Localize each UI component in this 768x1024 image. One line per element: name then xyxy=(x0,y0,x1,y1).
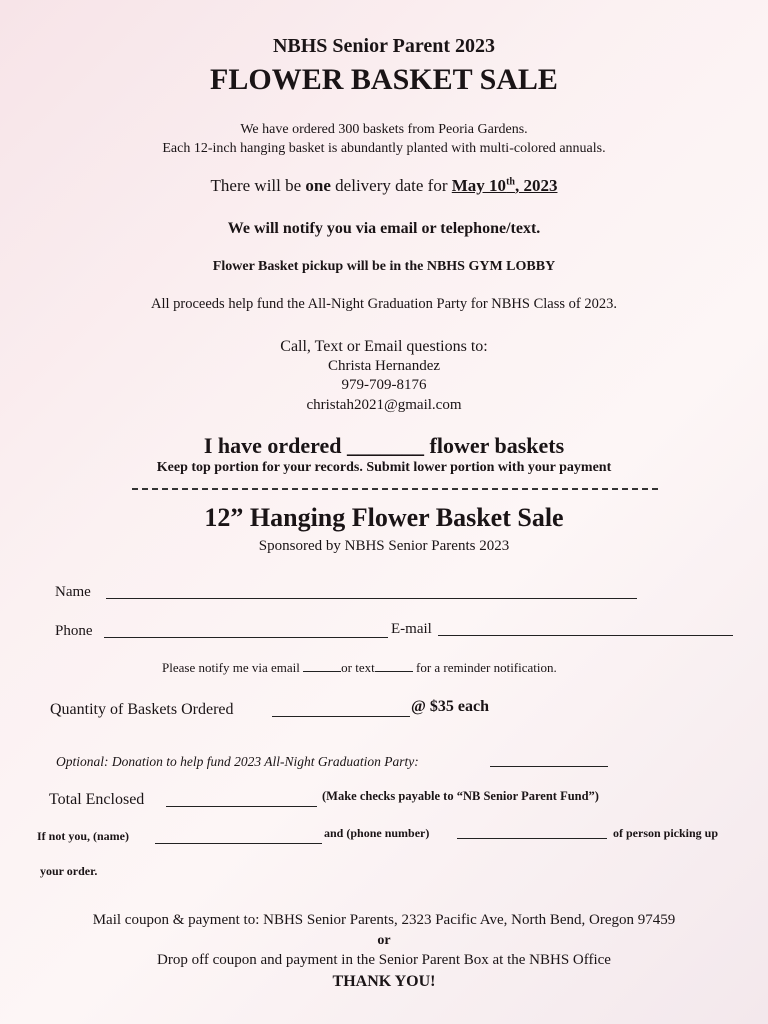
total-label: Total Enclosed xyxy=(49,791,145,808)
name-label: Name xyxy=(55,584,91,600)
delivery-date xyxy=(452,176,558,195)
text-pref-blank[interactable] xyxy=(375,658,413,672)
your-order-label: your order. xyxy=(40,864,98,878)
checks-note: (Make checks payable to “NB Senior Parent Fund”) xyxy=(322,789,599,803)
delivery-prefix: There will be xyxy=(210,176,306,195)
delivery-date-year: , 2023 xyxy=(514,176,558,195)
name-field[interactable] xyxy=(106,598,637,599)
drop-line: Drop off coupon and payment in the Senior Parent Box at the NBHS Office xyxy=(157,952,611,968)
alt-phone-field[interactable] xyxy=(457,838,607,839)
ordered-prefix: I have ordered xyxy=(203,433,342,458)
contact-name: Christa Hernandez xyxy=(327,358,441,374)
pickup-line: Flower Basket pickup will be in the NBHS GYM LOBBY xyxy=(212,259,556,274)
and-phone-label: and (phone number) xyxy=(324,826,430,840)
phone-field[interactable] xyxy=(104,637,388,638)
or-line: or xyxy=(377,933,391,948)
coupon-sponsor: Sponsored by NBHS Senior Parents 2023 xyxy=(258,538,510,554)
donation-field[interactable] xyxy=(490,766,608,767)
phone-label: Phone xyxy=(55,623,93,639)
notify-preference-line xyxy=(162,658,557,676)
email-field[interactable] xyxy=(438,635,733,636)
notify-suffix: for a reminder notification. xyxy=(415,660,557,675)
org-line: NBHS Senior Parent 2023 xyxy=(272,35,496,57)
page-title: FLOWER BASKET SALE xyxy=(210,63,558,96)
thank-you: THANK YOU! xyxy=(332,973,436,990)
ordered-line xyxy=(0,433,768,459)
contact-heading: Call, Text or Email questions to: xyxy=(280,338,488,355)
intro-line-2: Each 12-inch hanging basket is abundantly planted with multi-colored annuals. xyxy=(162,141,606,156)
quantity-field[interactable] xyxy=(272,716,410,717)
total-field[interactable] xyxy=(166,806,317,807)
email-label: E-mail xyxy=(391,621,432,637)
person-picking-label: of person picking up xyxy=(613,826,719,840)
delivery-middle: delivery date for xyxy=(330,176,452,195)
cut-line xyxy=(132,488,658,490)
ordered-blank: _______ xyxy=(347,433,425,458)
email-pref-blank[interactable] xyxy=(303,658,341,672)
proceeds-line: All proceeds help fund the All-Night Graduation Party for NBHS Class of 2023. xyxy=(151,296,617,312)
quantity-label: Quantity of Baskets Ordered xyxy=(50,701,234,718)
contact-email: christah2021@gmail.com xyxy=(306,397,462,413)
mail-line: Mail coupon & payment to: NBHS Senior Parents, 2323 Pacific Ave, North Bend, Oregon 97459 xyxy=(92,912,676,928)
intro-line-1: We have ordered 300 baskets from Peoria Gardens. xyxy=(240,122,528,137)
delivery-line xyxy=(0,176,768,196)
price-label: @ $35 each xyxy=(411,698,489,715)
delivery-emphasis: one xyxy=(305,176,331,195)
delivery-date-main: May 10 xyxy=(451,176,507,195)
contact-phone: 979-709-8176 xyxy=(341,377,427,393)
coupon-title: 12” Hanging Flower Basket Sale xyxy=(204,503,564,532)
donation-label: Optional: Donation to help fund 2023 All-Night Graduation Party: xyxy=(56,754,419,769)
notify-line: We will notify you via email or telephone/text. xyxy=(227,220,541,237)
if-not-you-label: If not you, (name) xyxy=(37,829,129,843)
ordered-suffix: flower baskets xyxy=(429,433,565,458)
notify-or-text: or text xyxy=(341,660,375,675)
delivery-date-sup: th xyxy=(506,176,515,188)
keep-note: Keep top portion for your records. Submit lower portion with your payment xyxy=(156,460,612,475)
alt-name-field[interactable] xyxy=(155,843,322,844)
notify-prefix: Please notify me via email xyxy=(162,660,300,675)
